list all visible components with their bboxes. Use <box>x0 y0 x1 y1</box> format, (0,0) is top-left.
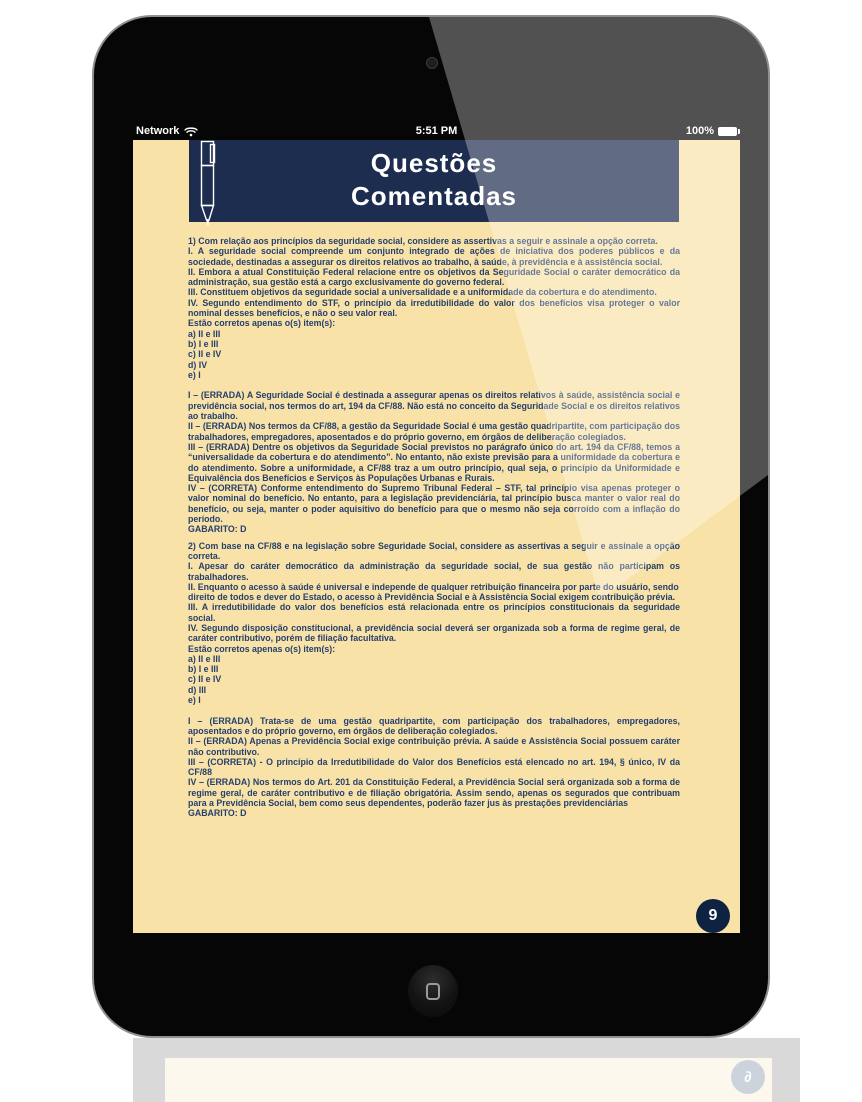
paragraph-item: direito de todos e dever do Estado, o acesso à Previdência Social e à Assistência Social exigem contribuição prévia. <box>188 592 676 603</box>
page-title-line1: Questões <box>370 148 498 178</box>
paragraph-option: d) IV <box>188 359 208 370</box>
paragraph-item: II. Embora a atual Constituição Federal relacione entre os objetivos da Seguridade Social o caráter democrático da administração, sua gestão está a cargo exclusivamente do governo federal. <box>188 266 680 288</box>
paragraph-item: III. Constituem objetivos da seguridade social a universalidade e a uniformidade da cobertura e do atendimento. <box>188 287 657 298</box>
tablet-device-frame <box>92 15 770 1038</box>
paragraph-option: a) II e III <box>188 653 221 664</box>
battery-icon <box>718 127 737 136</box>
status-bar <box>133 122 740 140</box>
paragraph-comment: II – (ERRADA) Apenas a Previdência Social exige contribuição prévia. A saúde e Assistência Social possuem caráter não contributivo. <box>188 736 680 757</box>
paragraph-item: II. Enquanto o acesso à saúde é universal e independe de qualquer retribuição financeira por parte do usuário, sendo <box>188 581 679 592</box>
paragraph-comment: I – (ERRADA) Trata-se de uma gestão quadripartite, com participação dos trabalhadores, empregadores, aposentados e do próprio governo, em órgãos de deliberação colegiados. <box>188 715 680 736</box>
page-title-line2: Comentadas <box>350 181 518 211</box>
paragraph-item: IV. Segundo disposição constitucional, a previdência social deverá ser organizada sob a forma de regime geral, de caráter contributivo, porém de filiação facultativa. <box>188 622 680 644</box>
paragraph-comment: III – (ERRADA) Dentre os objetivos da Seguridade Social previstos no parágrafo único do art. 194 da CF/88, temos a “universalidade da cobertura e do atendimento”. No entanto, não existe previsão para a uniformidade da cobertura e do atendimento. Sobre a uniformidade, a CF/88 traz a um outro princípio, qual seja, o princípio da Uniformidade e Equivalência dos Benefícios e Serviços às Populações Urbanas e Rurais. <box>188 441 680 483</box>
paragraph-comment: IV – (ERRADA) Nos termos do Art. 201 da Constituição Federal, a Previdência Social será organizada sob a forma de regime geral, de caráter contributivo e de filiação obrigatória. Assim sendo, apenas os segurados que contribuam para a Previdência Social, bem como seus dependentes, poderão fazer jus às prestações previdenciárias <box>188 777 680 809</box>
home-button[interactable] <box>408 965 458 1017</box>
paragraph-intro: 2) Com base na CF/88 e na legislação sobre Seguridade Social, considere as assertivas a seguir e assinale a opção correta. <box>188 540 680 561</box>
page-number-badge <box>696 899 730 933</box>
paragraph-item: III. A irredutibilidade do valor dos benefícios está relacionada entre os princípios constitucionais da seguridade social. <box>188 602 680 623</box>
paragraph-item: I. A seguridade social compreende um conjunto integrado de ações de iniciativa dos poderes públicos e da sociedade, destinadas a assegurar os direitos relativos ao trabalho, à saúde, à previdência e à assistência social. <box>188 246 680 267</box>
paragraph-options-label: Estão corretos apenas o(s) item(s): <box>188 643 336 654</box>
paragraph-item: I. Apesar do caráter democrático da administração da seguridade social, de sua gestão não participam os trabalhadores. <box>188 561 680 582</box>
paragraph-answer: GABARITO: D <box>188 808 247 819</box>
paragraph-option: a) II e III <box>188 328 221 339</box>
document-page <box>133 140 740 933</box>
header-banner <box>189 140 679 222</box>
paragraph-options-label: Estão corretos apenas o(s) item(s): <box>188 318 336 329</box>
paragraph-option: b) I e III <box>188 664 219 675</box>
pen-icon <box>191 139 221 234</box>
carrier-label: Network <box>136 125 180 137</box>
paragraph-item: IV. Segundo entendimento do STF, o princípio da irredutibilidade do valor dos benefícios visa proteger o valor nominal desses benefícios, e não o seu valor real. <box>188 297 680 319</box>
front-camera <box>426 57 438 69</box>
paragraph-option: e) I <box>188 695 201 706</box>
paragraph-option: c) II e IV <box>188 349 222 360</box>
next-card-badge <box>731 1060 765 1094</box>
paragraph-option: e) I <box>188 369 201 380</box>
paragraph-option: b) I e III <box>188 338 219 349</box>
battery-percent: 100% <box>685 125 714 137</box>
paragraph-intro: 1) Com relação aos princípios da seguridade social, considere as assertivas a seguir e assinale a opção correta. <box>188 236 658 246</box>
paragraph-option: d) III <box>188 684 207 695</box>
home-button-square-icon <box>426 983 440 1000</box>
paragraph-answer: GABARITO: D <box>188 524 247 535</box>
paragraph-comment: II – (ERRADA) Nos termos da CF/88, a gestão da Seguridade Social é uma gestão quadripartite, com participação dos trabalhadores, empregadores, aposentados e do próprio governo, em órgãos de deliberação colegiados. <box>188 421 680 442</box>
page-number: 9 <box>708 907 718 924</box>
next-card-badge-glyph: ∂ <box>744 1068 752 1086</box>
paragraph-comment: IV – (CORRETA) Conforme entendimento do Supremo Tribunal Federal – STF, tal princípio visa apenas proteger o valor nominal do benefício. No entanto, para a legislação previdenciária, tal princípio busca manter o valor real do benefício, ou seja, manter o poder aquisitivo do benefício para que o mesmo não seja corroído com a inflação do período. <box>188 483 680 525</box>
paragraph-comment: I – (ERRADA) A Seguridade Social é destinada a assegurar apenas os direitos relativos à saúde, assistência social e previdência social, nos termos do art, 194 da CF/88. Não está no conceito da Seguridade Social e os direitos relativos ao trabalho. <box>188 390 680 422</box>
paragraph-option: c) II e IV <box>188 674 222 685</box>
document-body <box>188 236 680 819</box>
tablet-screen <box>133 122 740 933</box>
next-page-card <box>165 1058 772 1102</box>
status-time: 5:51 PM <box>415 125 458 137</box>
paragraph-comment: III – (CORRETA) - O princípio da Irredutibilidade do Valor dos Benefícios está elencado no art. 194, § único, IV da CF/88 <box>188 756 680 778</box>
